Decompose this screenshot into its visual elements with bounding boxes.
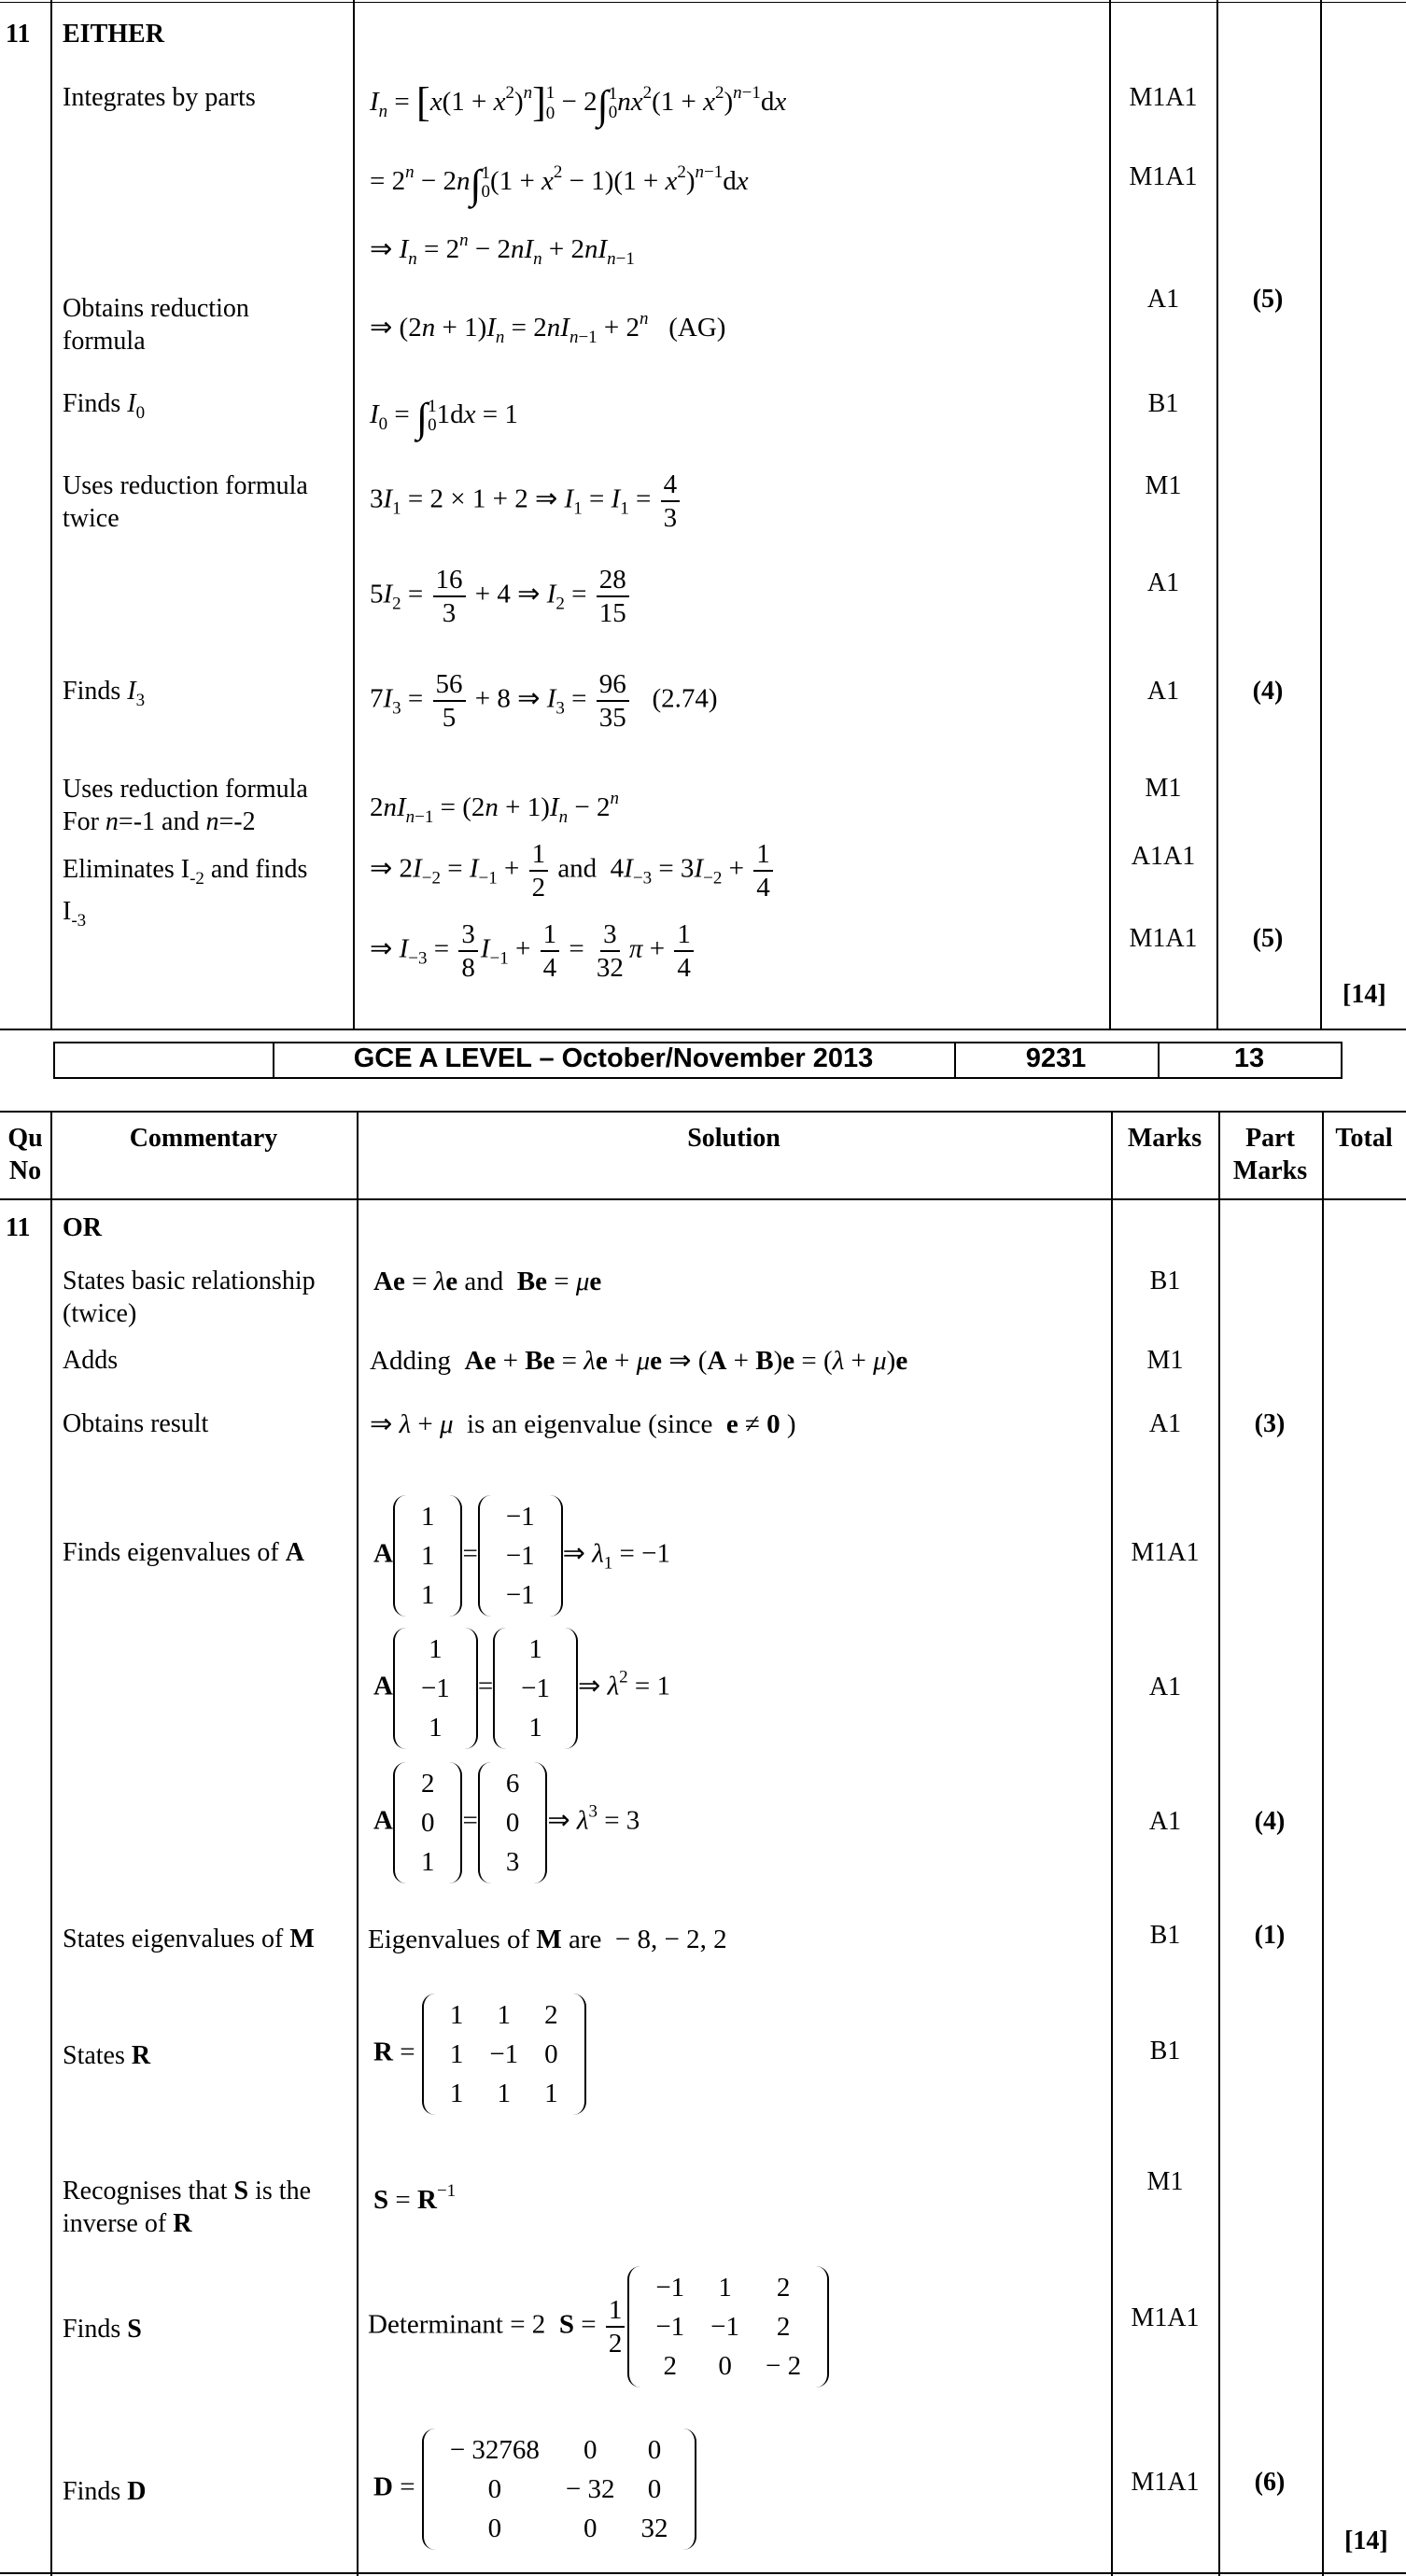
mark: A1	[1146, 568, 1180, 597]
commentary-eliminates: Eliminates $I_{-2}$ and finds $I_{-3}$	[63, 855, 308, 931]
col-header-part-marks: Part Marks	[1232, 1124, 1308, 1185]
matrix-entry: 0	[718, 2351, 732, 2381]
commentary-uses-neg: Uses reduction formula For n=-1 and n=-2	[63, 775, 308, 836]
solution-eigen-1: A 1 1 1 = −1 −1 −1 ⇒ $\lambda_1 = -1$	[373, 1495, 670, 1617]
mark: A1	[1148, 1673, 1182, 1701]
question-number: 11	[6, 1213, 31, 1242]
col-header-commentary: Commentary	[129, 1124, 278, 1153]
commentary-states-r: States R	[63, 2041, 151, 2070]
commentary-basic-relationship: States basic relationship (twice)	[63, 1267, 316, 1328]
solution-i0: $I_0$ = ∫ 1 0 1dx = 1	[370, 395, 518, 441]
commentary-finds-s: Finds S	[63, 2315, 142, 2344]
mark: B1	[1149, 2037, 1181, 2065]
solution-eigen-2: A 1 −1 1 = 1 −1 1 ⇒ $\lambda^2 = 1$	[373, 1628, 670, 1749]
mark: M1A1	[1129, 83, 1198, 112]
matrix-entry: −1	[489, 2039, 519, 2069]
solution-by-parts: $I_n = [x(1 + x^2)^n]$ 1 0 − 2∫ 1 0 $nx^2(1 + x^2)^{n-1}dx$	[370, 79, 787, 128]
part-mark: (1)	[1254, 1921, 1286, 1950]
mark: M1	[1146, 1346, 1184, 1375]
commentary-reduction: Obtains reduction formula	[63, 294, 249, 356]
mark: A1	[1146, 285, 1180, 314]
matrix-entry: 2	[776, 2312, 791, 2342]
part-mark: (4)	[1252, 677, 1284, 706]
solution-i1: $3I_1 = 2 \times 1 + 2$ ⇒ $I_1 = I_1$ = $\frac{4}{3}$	[370, 469, 682, 534]
part-mark: (3)	[1254, 1409, 1286, 1438]
commentary-eigen-a: Finds eigenvalues of A	[63, 1538, 304, 1567]
mark: A1	[1148, 1807, 1182, 1836]
part-mark: (5)	[1252, 285, 1284, 314]
matrix-entry: 0	[487, 2474, 502, 2504]
solution-i-neg3: ⇒ $I_{-3}$ = $\frac{3}{8}$ $I_{-1}$ + $\frac{1}{4}$ = $\frac{3}{32}$ π + $\frac{1}{4}$	[370, 918, 696, 984]
mark: A1	[1146, 677, 1180, 706]
solution-matrix-s: Determinant = 2 S = $\frac{1}{2}$ −1 1 2 −1 −1 2 2 0 − 2	[368, 2266, 829, 2387]
mark: M1A1	[1131, 2468, 1200, 2497]
mark: M1A1	[1131, 2303, 1200, 2332]
col-header-solution: Solution	[687, 1124, 780, 1153]
solution-line2: = $2^n - 2n\int$ 1 0 $(1 + x^2 - 1)(1 + x^2)^{n-1}dx$	[370, 161, 749, 207]
matrix-entry: 2	[776, 2273, 791, 2303]
part-mark: (5)	[1252, 924, 1284, 953]
mark: M1	[1146, 2167, 1184, 2196]
solution-basic-relationship: Ae = λe and Be = μe	[373, 1267, 602, 1296]
solution-matrix-d: D = − 32768 0 0 0 − 32 0 0 0 32	[373, 2429, 696, 2550]
solution-eliminate: ⇒ $2I_{-2} = I_{-1}$ + $\frac{1}{2}$ and $4I_{-3} = 3I_{-2}$ + $\frac{1}{4}$	[370, 838, 776, 903]
or-heading: OR	[63, 1213, 102, 1242]
matrix-entry: −1	[655, 2273, 685, 2303]
matrix-entry: 0	[583, 2513, 598, 2543]
mark: B1	[1149, 1267, 1181, 1295]
part-mark: (4)	[1254, 1807, 1286, 1836]
commentary-finds-i3: Finds $I_3$	[63, 677, 146, 710]
solution-s-inverse: $S = R^{-1}$	[373, 2181, 457, 2215]
matrix-entry: − 2	[766, 2351, 802, 2381]
solution-eigen-m: Eigenvalues of M are − 8, − 2, 2	[368, 1925, 727, 1954]
commentary-finds-d: Finds D	[63, 2477, 147, 2506]
mark: A1	[1148, 1409, 1182, 1438]
solution-i3: $7I_3$ = $\frac{56}{5}$ + 8 ⇒ $I_3$ = $\frac{96}{35}$ (2.74)	[370, 669, 718, 733]
commentary-obtains-result: Obtains result	[63, 1409, 209, 1438]
matrix-entry: 1	[497, 2000, 511, 2030]
commentary-uses-twice: Uses reduction formula twice	[63, 471, 308, 533]
matrix-entry: 1	[544, 2079, 558, 2108]
commentary-inverse: Recognises that S is the inverse of R	[63, 2177, 311, 2238]
matrix-entry: − 32	[565, 2474, 615, 2504]
matrix-entry: 2	[544, 2000, 558, 2030]
solution-eigen-3: A 2 0 1 = 6 0 3 ⇒ $\lambda^3 = 3$	[373, 1762, 640, 1883]
solution-line3: ⇒ $I_n = 2^n - 2nI_n + 2nI_{n-1}$	[370, 231, 635, 269]
total-mark: [14]	[1344, 2527, 1388, 2555]
solution-reduction-formula: ⇒ $(2n + 1)I_n = 2nI_{n-1} + 2^n$ (AG)	[370, 309, 726, 347]
matrix-entry: 0	[544, 2039, 558, 2069]
matrix-entry: 32	[640, 2513, 668, 2543]
col-header-total: Total	[1335, 1124, 1393, 1153]
matrix-entry: 1	[449, 2079, 464, 2108]
matrix-entry: 0	[647, 2474, 662, 2504]
solution-matrix-r: R = 1 1 2 1 −1 0 1 1 1	[373, 1994, 586, 2115]
mark: A1A1	[1131, 842, 1196, 871]
commentary-eigen-m: States eigenvalues of M	[63, 1925, 315, 1953]
exam-title: GCE A LEVEL – October/November 2013	[353, 1043, 874, 1073]
mark: M1	[1145, 774, 1182, 803]
part-mark: (6)	[1254, 2468, 1286, 2497]
page-number: 13	[1233, 1043, 1265, 1073]
col-header-qu-no: Qu No	[7, 1124, 43, 1185]
mark: B1	[1149, 1921, 1181, 1950]
commentary-integrates: Integrates by parts	[63, 83, 256, 112]
commentary-finds-i0: Finds $I_0$	[63, 389, 146, 423]
mark: B1	[1147, 389, 1179, 418]
syllabus-code: 9231	[1025, 1043, 1087, 1073]
col-header-marks: Marks	[1127, 1124, 1202, 1153]
commentary-adds: Adds	[63, 1346, 119, 1375]
total-mark: [14]	[1343, 980, 1386, 1009]
mark: M1	[1145, 471, 1182, 500]
matrix-entry: 2	[663, 2351, 677, 2381]
matrix-entry: − 32768	[449, 2435, 540, 2465]
solution-i2: $5I_2$ = $\frac{16}{3}$ + 4 ⇒ $I_2$ = $\frac{28}{15}$	[370, 564, 632, 629]
matrix-entry: 1	[449, 2000, 464, 2030]
matrix-entry: 0	[647, 2435, 662, 2465]
mark: M1A1	[1129, 162, 1198, 191]
mark: M1A1	[1131, 1538, 1200, 1567]
matrix-entry: 1	[449, 2039, 464, 2069]
matrix-entry: 0	[583, 2435, 598, 2465]
solution-obtains-result: ⇒ λ + μ is an eigenvalue (since e ≠ 0 )	[370, 1409, 796, 1439]
question-number: 11	[6, 20, 31, 49]
matrix-entry: 0	[487, 2513, 502, 2543]
either-heading: EITHER	[63, 20, 164, 49]
solution-neg-formula: $2nI_{n-1} = (2n + 1)I_n - 2^n$	[370, 789, 619, 827]
solution-adds: Adding Ae + Be = λe + μe ⇒ (A + B)e = (λ + μ)e	[370, 1346, 908, 1376]
matrix-entry: −1	[710, 2312, 740, 2342]
matrix-entry: 1	[497, 2079, 511, 2108]
matrix-entry: −1	[655, 2312, 685, 2342]
matrix-entry: 1	[718, 2273, 732, 2303]
mark: M1A1	[1129, 924, 1198, 953]
